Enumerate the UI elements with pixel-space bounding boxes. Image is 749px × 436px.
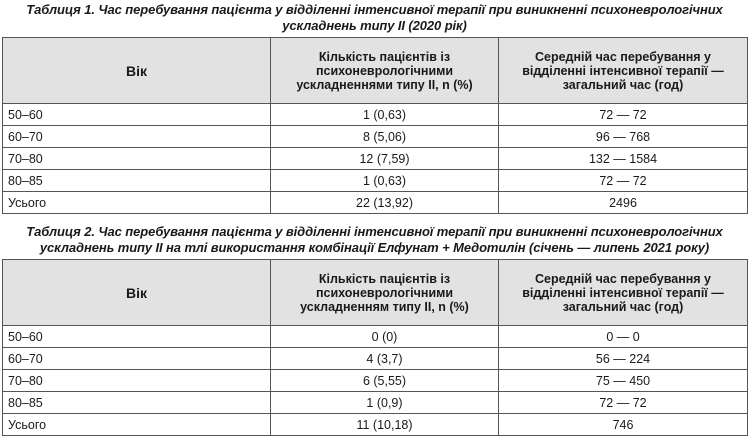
table-2 bbox=[2, 259, 748, 436]
patient-count-cell: 11 (10,18) bbox=[271, 414, 499, 436]
table-row bbox=[3, 126, 748, 148]
stay-time-column-header: Середній час перебування у відділенні інтенсивної терапії — загальний час (год) bbox=[499, 38, 748, 104]
patient-count-cell: 6 (5,55) bbox=[271, 370, 499, 392]
age-cell: 50–60 bbox=[3, 104, 271, 126]
age-cell: 50–60 bbox=[3, 326, 271, 348]
age-cell: 70–80 bbox=[3, 148, 271, 170]
table-1-header-row bbox=[3, 38, 748, 104]
stay-time-cell: 0 — 0 bbox=[499, 326, 748, 348]
table-2-caption-text: Час перебування пацієнта у відділенні інтенсивної терапії при виникненні психоневрологічних ускладнень типу II на тлі використання комбінації Елфунат + Медотилін (січень — липень 2021 року) bbox=[39, 224, 723, 255]
patient-count-cell: 4 (3,7) bbox=[271, 348, 499, 370]
patient-count-cell: 1 (0,9) bbox=[271, 392, 499, 414]
table-row bbox=[3, 148, 748, 170]
age-cell: Усього bbox=[3, 192, 271, 214]
age-cell: 70–80 bbox=[3, 370, 271, 392]
stay-time-cell: 2496 bbox=[499, 192, 748, 214]
age-cell: Усього bbox=[3, 414, 271, 436]
table-1-caption-lead: Таблиця 1. bbox=[26, 2, 95, 17]
stay-time-cell: 72 — 72 bbox=[499, 392, 748, 414]
patient-count-cell: 1 (0,63) bbox=[271, 170, 499, 192]
age-cell: 60–70 bbox=[3, 126, 271, 148]
patient-count-cell: 12 (7,59) bbox=[271, 148, 499, 170]
patient-count-cell: 8 (5,06) bbox=[271, 126, 499, 148]
table-2-block bbox=[2, 224, 747, 436]
stay-time-cell: 75 — 450 bbox=[499, 370, 748, 392]
table-row bbox=[3, 326, 748, 348]
stay-time-cell: 132 — 1584 bbox=[499, 148, 748, 170]
table-1-block bbox=[2, 2, 747, 214]
table-total-row bbox=[3, 414, 748, 436]
table-row bbox=[3, 170, 748, 192]
table-1-caption-text: Час перебування пацієнта у відділенні інтенсивної терапії при виникненні психоневрологічних ускладнень типу II (2020 рік) bbox=[98, 2, 723, 33]
table-total-row bbox=[3, 192, 748, 214]
table-2-caption-lead: Таблиця 2. bbox=[26, 224, 95, 239]
table-row bbox=[3, 370, 748, 392]
stay-time-cell: 72 — 72 bbox=[499, 170, 748, 192]
table-1 bbox=[2, 37, 748, 214]
patient-count-column-header: Кількість пацієнтів із психоневрологічними ускладненнями типу II, n (%) bbox=[271, 38, 499, 104]
patient-count-cell: 22 (13,92) bbox=[271, 192, 499, 214]
table-2-header-row bbox=[3, 260, 748, 326]
table-row bbox=[3, 392, 748, 414]
table-row bbox=[3, 348, 748, 370]
stay-time-cell: 96 — 768 bbox=[499, 126, 748, 148]
age-cell: 80–85 bbox=[3, 170, 271, 192]
age-column-header: Вік bbox=[3, 260, 271, 326]
table-1-caption bbox=[2, 2, 747, 34]
table-2-caption bbox=[2, 224, 747, 256]
age-cell: 80–85 bbox=[3, 392, 271, 414]
stay-time-cell: 72 — 72 bbox=[499, 104, 748, 126]
stay-time-column-header: Середній час перебування у відділенні інтенсивної терапії — загальний час (год) bbox=[499, 260, 748, 326]
table-row bbox=[3, 104, 748, 126]
stay-time-cell: 746 bbox=[499, 414, 748, 436]
patient-count-cell: 1 (0,63) bbox=[271, 104, 499, 126]
age-cell: 60–70 bbox=[3, 348, 271, 370]
patient-count-cell: 0 (0) bbox=[271, 326, 499, 348]
stay-time-cell: 56 — 224 bbox=[499, 348, 748, 370]
age-column-header: Вік bbox=[3, 38, 271, 104]
patient-count-column-header: Кількість пацієнтів із психоневрологічними ускладненням типу II, n (%) bbox=[271, 260, 499, 326]
